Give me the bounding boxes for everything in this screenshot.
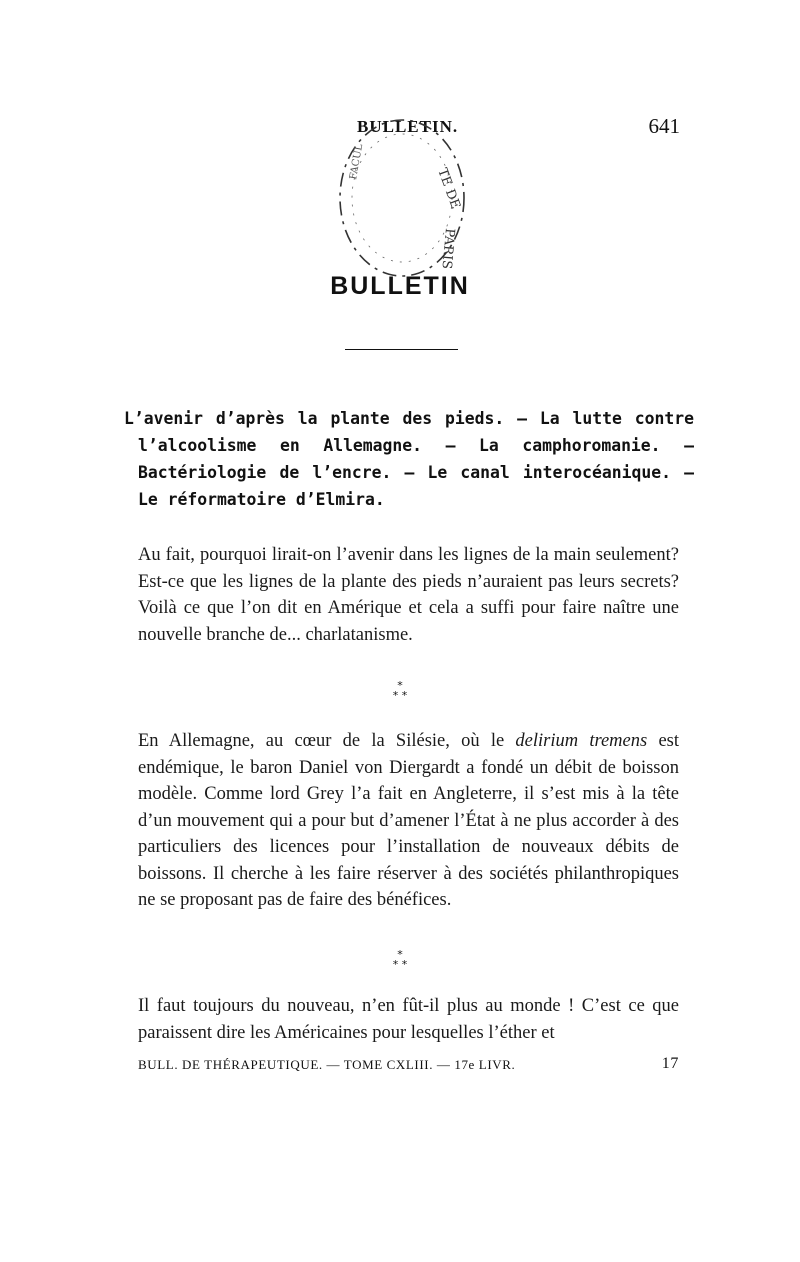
asterism-bottom: * * [392,689,408,702]
section-title: BULLETIN [330,272,470,300]
asterism-bottom: * * [392,958,408,971]
asterism-top: * [397,679,403,692]
svg-text:TE DE: TE DE [434,166,463,212]
asterism-top: * [397,948,403,961]
asterism-divider [0,681,800,701]
summary-abstract: L’avenir d’après la plante des pieds. — La lutte contre l’alcoolisme en Allemagne. — La camphoromanie. — Bactériologie de l’encre. — Le canal interocéanique. — Le réformatoire d’Elmira. [124,409,694,509]
paragraph-3: Il faut toujours du nouveau, n’en fût-il plus au monde ! C’est ce que paraissent dire les Américaines pour lesquelles l’éther et [138,996,679,1043]
library-stamp-icon [328,110,476,280]
paragraph-2-italic: delirium tremens [515,731,648,751]
paragraph-2 [138,728,679,914]
asterism-divider [0,950,800,970]
paragraph-2-rest: est endémique, le baron Daniel von Diergardt a fondé un débit de boisson modèle. Comme lord Grey l’a fait en Angleterre, il s’est mis à la tête d’un mouvement qui a pour but d’amener l’État à ne plus accorder à des particuliers des licences pour l’installation de nouveaux débits de boissons. Il cherche à les faire réserver à des sociétés philanthropiques ne se proposant pas de faire des bénéfices. [138,731,679,910]
paragraph-2-start: En Allemagne, au cœur de la Silésie, où le [138,731,516,751]
page-footer [138,1057,679,1073]
footer-signature: 17 [661,1055,679,1072]
title-divider [345,349,458,350]
page-number: 641 [648,114,680,138]
svg-text:FACUL: FACUL [348,143,366,181]
footer-citation: BULL. DE THÉRAPEUTIQUE. — TOME CXLIII. — 17e LIVR. [138,1057,516,1072]
paragraph-1: Au fait, pourquoi lirait-on l’avenir dans les lignes de la main seulement? Est-ce que les lignes de la plante des pieds n’auraient pas leurs secrets? Voilà ce que l’on dit en Amérique et cela a suffi pour faire naître une nouvelle branche de... charlatanisme. [138,545,679,645]
running-head: BULLETIN. [357,117,459,136]
svg-text:PARIS: PARIS [438,227,457,270]
